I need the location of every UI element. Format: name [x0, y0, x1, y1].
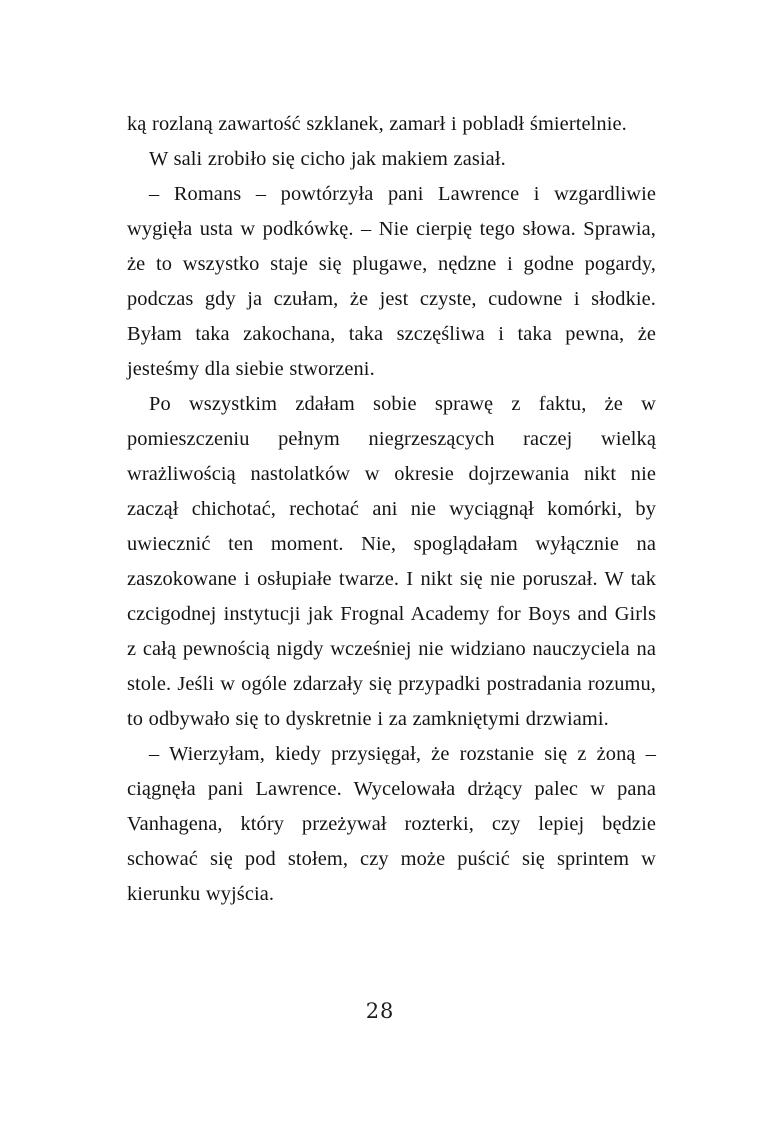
paragraph-romans-dialogue: – Romans – powtórzyła pani Lawrence i wzgardliwie wygięła usta w podkówkę. – Nie cierpię tego słowa. Sprawia, że to wszystko staje się plugawe, nędzne i godne pogardy, podczas gdy ja czułam, że jest czyste, cudowne i słodkie. Byłam taka zakochana, taka szczęśliwa i taka pewna, że jesteśmy dla siebie stworzeni. [127, 183, 656, 380]
page-number: 28 [365, 999, 395, 1023]
page-text-column [127, 107, 656, 912]
paragraph-wierzylam-dialogue: – Wierzyłam, kiedy przysięgał, że rozstanie się z żoną – ciągnęła pani Lawrence. Wycelowała drżący palec w pana Vanhagena, który przeżywał rozterki, czy lepiej będzie schować się pod stołem, czy może puścić się sprintem w kierunku wyjścia. [127, 743, 656, 905]
paragraph-po-wszystkim: Po wszystkim zdałam sobie sprawę z faktu, że w pomieszczeniu pełnym niegrzeszących raczej wielką wrażliwością nastolatków w okresie dojrzewania nikt nie zaczął chichotać, rechotać ani nie wyciągnął komórki, by uwiecznić ten moment. Nie, spoglądałam wyłącznie na zaszokowane i osłupiałe twarze. I nikt się nie poruszał. W tak czcigodnej instytucji jak Frognal Academy for Boys and Girls z całą pewnością nigdy wcześniej nie widziano nauczyciela na stole. Jeśli w ogóle zdarzały się przypadki postradania rozumu, to odbywało się to dyskretnie i za zamkniętymi drzwiami. [127, 393, 656, 730]
paragraph-continuation: ką rozlaną zawartość szklanek, zamarł i pobladł śmiertelnie. [127, 113, 627, 135]
paragraph-sali-cicho: W sali zrobiło się cicho jak makiem zasiał. [149, 148, 506, 170]
